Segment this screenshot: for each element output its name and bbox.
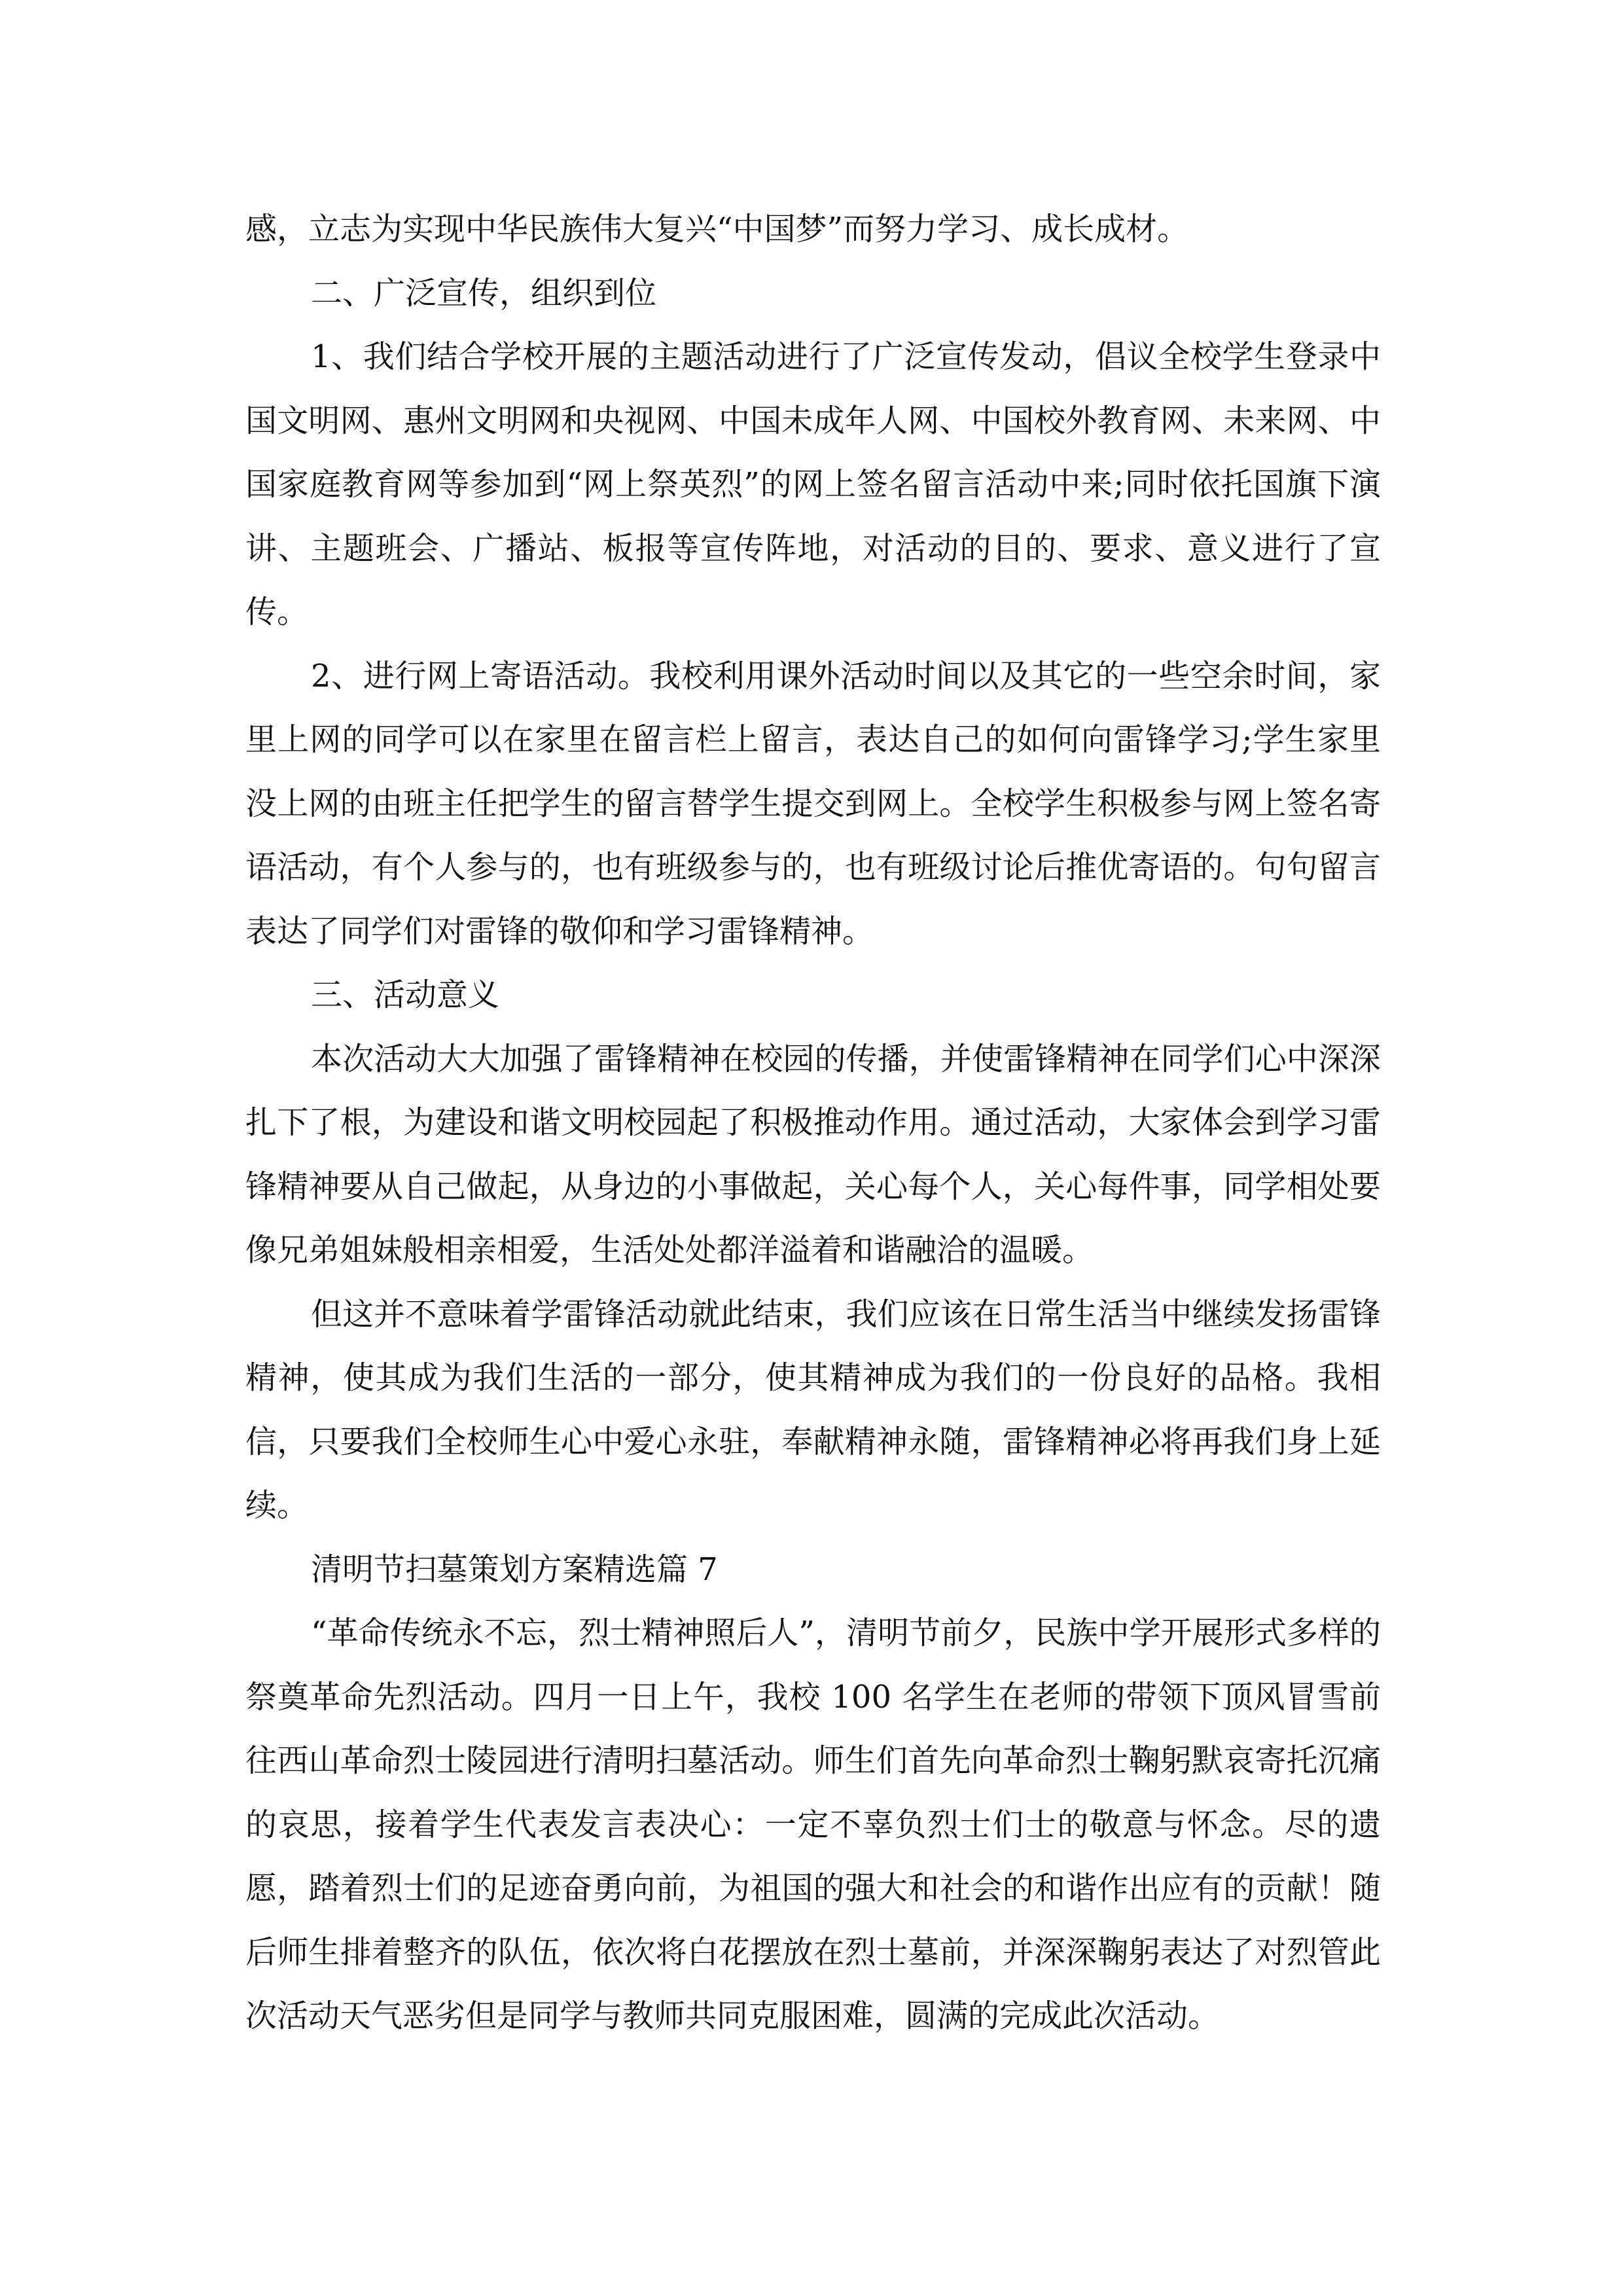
section-heading-publicity: 二、广泛宣传，组织到位 <box>311 274 657 312</box>
paragraph-significance-2: 但这并不意味着学雷锋活动就此结束，我们应该在日常生活当中继续发扬雷锋精神，使其成为我们生活的一部分，使其精神成为我们的一份良好的品格。我相信，只要我们全校师生心中爱心永驻，奉献精神永随，雷锋精神必将再我们身上延续。 <box>245 1295 1381 1524</box>
article-title: 清明节扫墓策划方案精选篇 7 <box>311 1551 718 1588</box>
section-heading-significance: 三、活动意义 <box>311 977 500 1013</box>
paragraph-publicity-2: 2、进行网上寄语活动。我校利用课外活动时间以及其它的一些空余时间，家里上网的同学可以在家里在留言栏上留言，表达自己的如何向雷锋学习;学生家里没上网的由班主任把学生的留言替学生提交到网上。全校学生积极参与网上签名寄语活动，有个人参与的，也有班级参与的，也有班级讨论后推优寄语的。句句留言表达了同学们对雷锋的敬仰和学习雷锋精神。 <box>245 657 1381 950</box>
paragraph-article-body: “革命传统永不忘，烈士精神照后人”，清明节前夕，民族中学开展形式多样的祭奠革命先烈活动。四月一日上午，我校 100 名学生在老师的带领下顶风冒雪前往西山革命烈士陵园进行清明扫墓活动。师生们首先向革命烈士鞠躬默哀寄托沉痛的哀思，接着学生代表发言表决心：一定不辜负烈士们士的敬意与怀念。尽的遗愿，踏着烈士们的足迹奋勇向前，为祖国的强大和社会的和谐作出应有的贡献！随后师生排着整齐的队伍，依次将白花摆放在烈士墓前，并深深鞠躬表达了对烈管此次活动天气恶劣但是同学与教师共同克服困难，圆满的完成此次活动。 <box>245 1615 1381 2034</box>
paragraph-significance-1: 本次活动大大加强了雷锋精神在校园的传播，并使雷锋精神在同学们心中深深扎下了根，为建设和谐文明校园起了积极推动作用。通过活动，大家体会到学习雷锋精神要从自己做起，从身边的小事做起，关心每个人，关心每件事，同学相处要像兄弟姐妹般相亲相爱，生活处处都洋溢着和谐融洽的温暖。 <box>245 1040 1381 1268</box>
document-body <box>245 198 1381 2049</box>
paragraph-1: 感，立志为实现中华民族伟大复兴“中国梦”而努力学习、成长成材。 <box>245 211 1189 247</box>
paragraph-publicity-1: 1、我们结合学校开展的主题活动进行了广泛宣传发动，倡议全校学生登录中国文明网、惠州文明网和央视网、中国未成年人网、中国校外教育网、未来网、中国家庭教育网等参加到“网上祭英烈”的网上签名留言活动中来;同时依托国旗下演讲、主题班会、广播站、板报等宣传阵地，对活动的目的、要求、意义进行了宣传。 <box>245 338 1381 630</box>
